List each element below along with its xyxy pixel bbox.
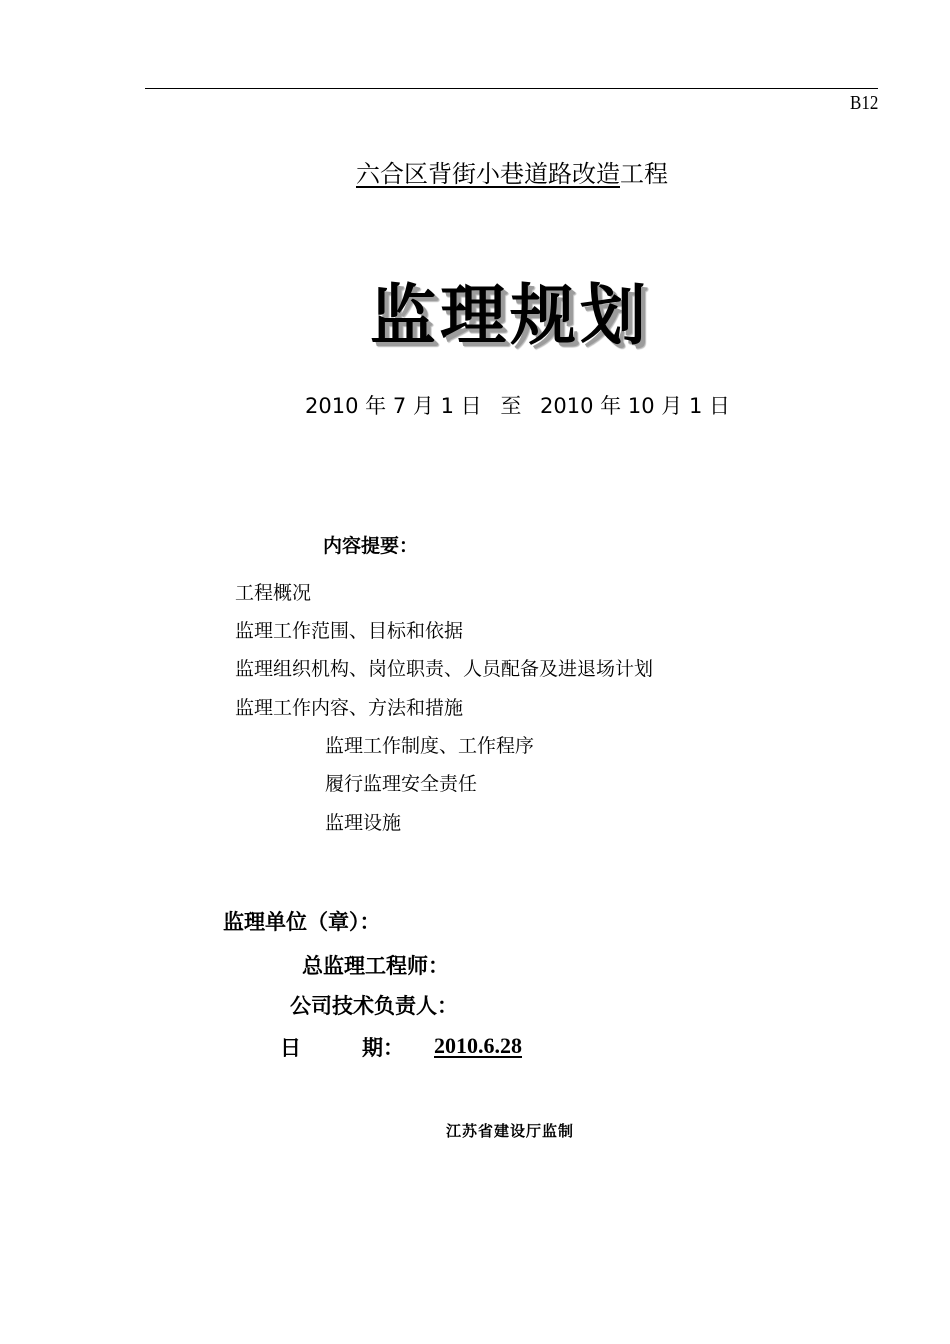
project-name-rest: 工程 xyxy=(620,160,668,188)
issuer-footer: 江苏省建设厅监制 xyxy=(445,1122,574,1140)
end-day: 1 xyxy=(688,394,703,418)
day-char-2: 日 xyxy=(709,394,731,418)
toc-item: 监理工作范围、目标和依据 xyxy=(235,620,464,642)
month-char-2: 月 xyxy=(661,394,683,418)
document-title: 监理规划 xyxy=(370,277,650,354)
date-value: 2010.6.28 xyxy=(434,1033,522,1058)
start-year: 2010 xyxy=(305,394,359,418)
toc-item: 履行监理安全责任 xyxy=(325,773,478,795)
project-name xyxy=(0,154,950,189)
range-to: 至 xyxy=(500,394,522,418)
toc-item: 监理设施 xyxy=(325,812,402,834)
supervision-unit-label: 监理单位（章）： xyxy=(223,909,381,934)
year-char-2: 年 xyxy=(600,394,622,418)
date-label-day: 日 xyxy=(280,1035,301,1060)
year-char: 年 xyxy=(365,394,387,418)
end-year: 2010 xyxy=(540,394,594,418)
header-rule xyxy=(145,88,878,89)
start-month: 7 xyxy=(392,394,407,418)
toc-item: 监理工作制度、工作程序 xyxy=(325,735,535,757)
chief-engineer-label: 总监理工程师： xyxy=(302,953,449,978)
toc-item: 监理工作内容、方法和措施 xyxy=(235,697,464,719)
date-range xyxy=(305,390,730,420)
toc-item: 监理组织机构、岗位职责、人员配备及进退场计划 xyxy=(235,658,654,680)
document-code: B12 xyxy=(849,92,878,114)
date-label-period: 期： xyxy=(362,1035,404,1060)
summary-heading: 内容提要： xyxy=(323,535,419,557)
end-month: 10 xyxy=(627,394,655,418)
month-char: 月 xyxy=(412,394,434,418)
day-char: 日 xyxy=(460,394,482,418)
toc-item: 工程概况 xyxy=(235,582,312,604)
project-name-underlined: 六合区背街小巷道路改造 xyxy=(356,160,620,188)
technical-lead-label: 公司技术负责人： xyxy=(290,993,458,1018)
start-day: 1 xyxy=(440,394,454,418)
